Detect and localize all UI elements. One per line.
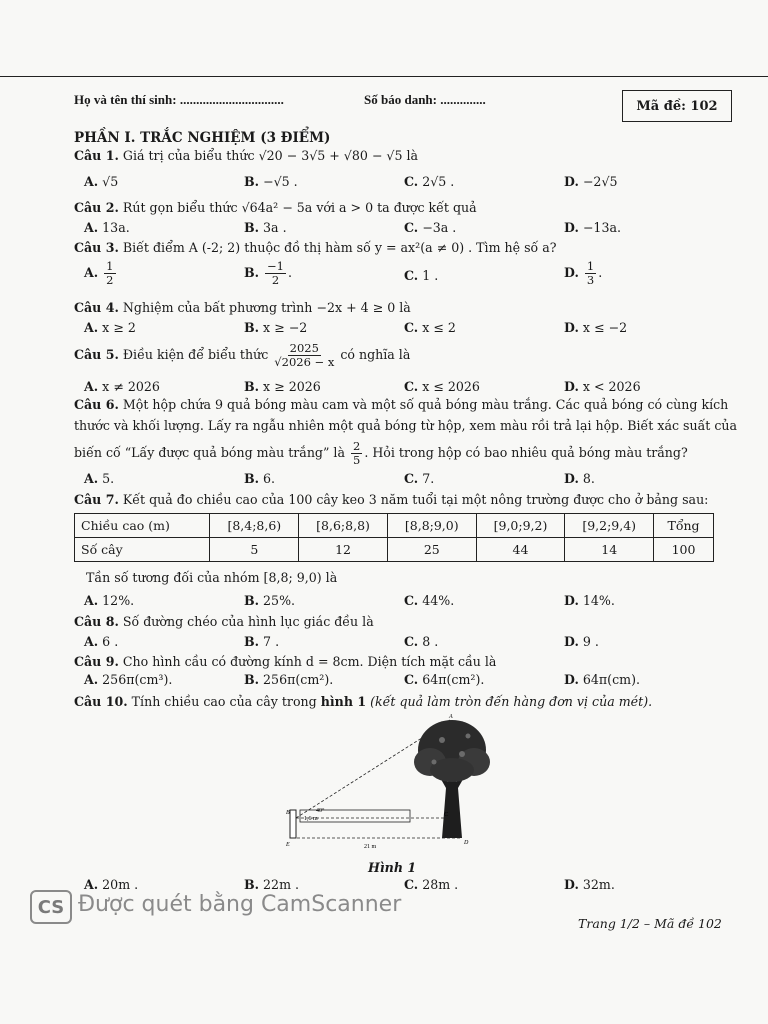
q7-option-c: C. 44%.	[404, 593, 455, 608]
q8-option-a: A. 6 .	[84, 634, 119, 649]
table-cell: 100	[654, 538, 714, 562]
question-label: Câu 6.	[74, 397, 119, 412]
q4-option-a: A. x ≥ 2	[84, 320, 136, 335]
question-expression: √20 − 3√5 + √80 − √5	[258, 148, 403, 163]
label-c: C	[444, 812, 449, 818]
question-label: Câu 2.	[74, 200, 119, 215]
q5-option-d: D. x < 2026	[564, 379, 641, 394]
q4-option-d: D. x ≤ −2	[564, 320, 628, 335]
question-tail: là	[399, 300, 411, 315]
question-2	[74, 200, 477, 215]
label-d: D	[464, 840, 469, 846]
q9-option-a: A. 256π(cm³).	[84, 672, 173, 687]
q8-option-b: B. 7 .	[244, 634, 280, 649]
q9-option-c: C. 64π(cm²).	[404, 672, 485, 687]
question-text: Cho hình cầu có đường kính d = 8cm. Diện tích mặt cầu là	[122, 654, 497, 669]
question-3	[74, 240, 557, 255]
question-tail: là	[406, 148, 419, 163]
q9-option-d: D. 64π(cm).	[564, 672, 641, 687]
table-cell: 44	[476, 538, 565, 562]
question-note: (kết quả làm tròn đến hàng đơn vị của mét).	[370, 694, 653, 709]
label-b: B	[286, 810, 290, 816]
question-label: Câu 1.	[74, 148, 119, 163]
table-cell: 12	[299, 538, 388, 562]
page-footer: Trang 1/2 – Mã đề 102	[578, 916, 722, 931]
question-text: Rút gọn biểu thức	[122, 200, 238, 215]
table-row	[75, 538, 714, 562]
question-label: Câu 4.	[74, 300, 119, 315]
question-text: Số đường chéo của hình lục giác đều là	[122, 614, 374, 629]
q2-option-a: A. 13a.	[84, 220, 130, 235]
question-text-line1: Một hộp chứa 9 quả bóng màu cam và một số quả bóng màu trắng. Các quả bóng có cùng kích	[122, 397, 729, 412]
question-text: Nghiệm của bất phương trình	[122, 300, 313, 315]
q5-option-a: A. x ≠ 2026	[84, 379, 160, 394]
top-border-line	[0, 76, 768, 77]
question-1	[74, 148, 418, 163]
table-cell: Chiều cao (m)	[75, 514, 210, 538]
section-title: PHẦN I. TRẮC NGHIỆM (3 ĐIỂM)	[74, 130, 331, 146]
q6-option-a: A. 5.	[84, 471, 115, 486]
distance-label: 21 m	[364, 844, 377, 850]
q10-option-d: D. 32m.	[564, 877, 615, 892]
question-text: Tính chiều cao của cây trong	[131, 694, 317, 709]
question-9	[74, 654, 496, 669]
q6-option-c: C. 7.	[404, 471, 435, 486]
question-label: Câu 7.	[74, 492, 119, 507]
question-expression: √64a² − 5a	[241, 200, 313, 215]
q10-option-b: B. 22m .	[244, 877, 300, 892]
question-8	[74, 614, 374, 629]
table-cell: 14	[565, 538, 654, 562]
q1-option-a: A. √5	[84, 174, 119, 189]
question-tail: với a > 0 ta được kết quả	[316, 200, 477, 215]
figure-reference: hình 1	[320, 694, 367, 709]
question-text: Biết điểm A (-2; 2) thuộc đồ thị hàm số	[122, 240, 371, 255]
table-cell: 5	[210, 538, 299, 562]
angle-label: 40°	[316, 808, 325, 814]
figure-caption: Hình 1	[368, 860, 417, 875]
camscanner-logo: CS	[30, 890, 72, 924]
student-name-field: Họ và tên thí sinh: ................................	[74, 92, 284, 107]
question-label: Câu 9.	[74, 654, 119, 669]
question-label: Câu 10.	[74, 694, 128, 709]
tree-canopy	[414, 720, 490, 782]
q7-option-b: B. 25%.	[244, 593, 296, 608]
question-5	[74, 342, 410, 369]
q1-option-c: C. 2√5 .	[404, 174, 455, 189]
q2-option-c: C. −3a .	[404, 220, 457, 235]
frequency-table	[74, 513, 714, 562]
q5-option-c: C. x ≤ 2026	[404, 379, 480, 394]
question-fraction: $\frac{2025}{√2026 - x}$	[274, 341, 335, 370]
q8-option-d: D. 9 .	[564, 634, 599, 649]
label-a: A	[449, 714, 453, 720]
table-header-row	[75, 514, 714, 538]
eye-height-label: 1,6 m	[304, 816, 318, 822]
label-e: E	[286, 842, 290, 848]
question-tail: . Tìm hệ số a?	[468, 240, 557, 255]
q5-option-b: B. x ≥ 2026	[244, 379, 321, 394]
table-cell: Số cây	[75, 538, 210, 562]
question-expression: y = ax²(a ≠ 0)	[374, 240, 465, 255]
table-cell: [9,0;9,2)	[476, 514, 565, 538]
table-cell: Tổng	[654, 514, 714, 538]
table-cell: [9,2;9,4)	[565, 514, 654, 538]
figure-tree-diagram	[282, 714, 522, 850]
camscanner-watermark: Được quét bằng CamScanner	[78, 892, 402, 917]
question-label: Câu 3.	[74, 240, 119, 255]
question-text: Kết quả đo chiều cao của 100 cây keo 3 năm tuổi tại một nông trường được cho ở bảng sau:	[122, 492, 709, 507]
exam-code-box: Mã đề: 102	[622, 90, 732, 122]
question-4	[74, 300, 411, 315]
student-id-field: Số báo danh: ..............	[364, 92, 486, 107]
q3-option-a: A. $\frac{1}{2}$	[84, 259, 114, 288]
table-cell: [8,6;8,8)	[299, 514, 388, 538]
q1-option-d: D. −2√5	[564, 174, 618, 189]
question-6	[74, 397, 728, 412]
q4-option-c: C. x ≤ 2	[404, 320, 456, 335]
q7-option-d: D. 14%.	[564, 593, 615, 608]
table-cell: [8,8;9,0)	[387, 514, 476, 538]
q1-option-b: B. −√5 .	[244, 174, 298, 189]
q3-option-b: B. $\frac{-1}{2}$ .	[244, 259, 293, 288]
question-text: Điều kiện để biểu thức	[122, 347, 269, 363]
question-text: Giá trị của biểu thức	[122, 148, 255, 163]
q6-option-b: B. 6.	[244, 471, 276, 486]
q6-option-d: D. 8.	[564, 471, 595, 486]
table-cell: [8,4;8,6)	[210, 514, 299, 538]
q2-option-d: D. −13a.	[564, 220, 621, 235]
question-expression: −2x + 4 ≥ 0	[316, 300, 396, 315]
q3-option-d: D. $\frac{1}{3}$ .	[564, 259, 603, 288]
q10-option-c: C. 28m .	[404, 877, 459, 892]
q10-option-a: A. 20m .	[84, 877, 139, 892]
question-10	[74, 694, 652, 709]
question-7-subtext: Tần số tương đối của nhóm [8,8; 9,0) là	[86, 570, 338, 585]
question-label: Câu 5.	[74, 347, 119, 363]
probability-fraction: $\frac{2}{5}$	[352, 439, 361, 468]
q2-option-b: B. 3a .	[244, 220, 287, 235]
question-label: Câu 8.	[74, 614, 119, 629]
question-tail: có nghĩa là	[340, 347, 411, 363]
q7-option-a: A. 12%.	[84, 593, 135, 608]
table-cell: 25	[387, 538, 476, 562]
question-7	[74, 492, 708, 507]
question-6-line3: biến cố “Lấy được quả bóng màu trắng” là $\frac{2}{5}$ . Hỏi trong hộp có bao nhiêu quả bóng màu trắng?	[74, 439, 688, 468]
question-6-line2: thước và khối lượng. Lấy ra ngẫu nhiên một quả bóng từ hộp, xem màu rồi trả lại hộp. Biết xác suất của	[74, 418, 738, 433]
q4-option-b: B. x ≥ −2	[244, 320, 308, 335]
observer-figure	[290, 810, 296, 838]
q8-option-c: C. 8 .	[404, 634, 439, 649]
q9-option-b: B. 256π(cm²).	[244, 672, 334, 687]
q3-option-c: C. 1 .	[404, 268, 439, 283]
